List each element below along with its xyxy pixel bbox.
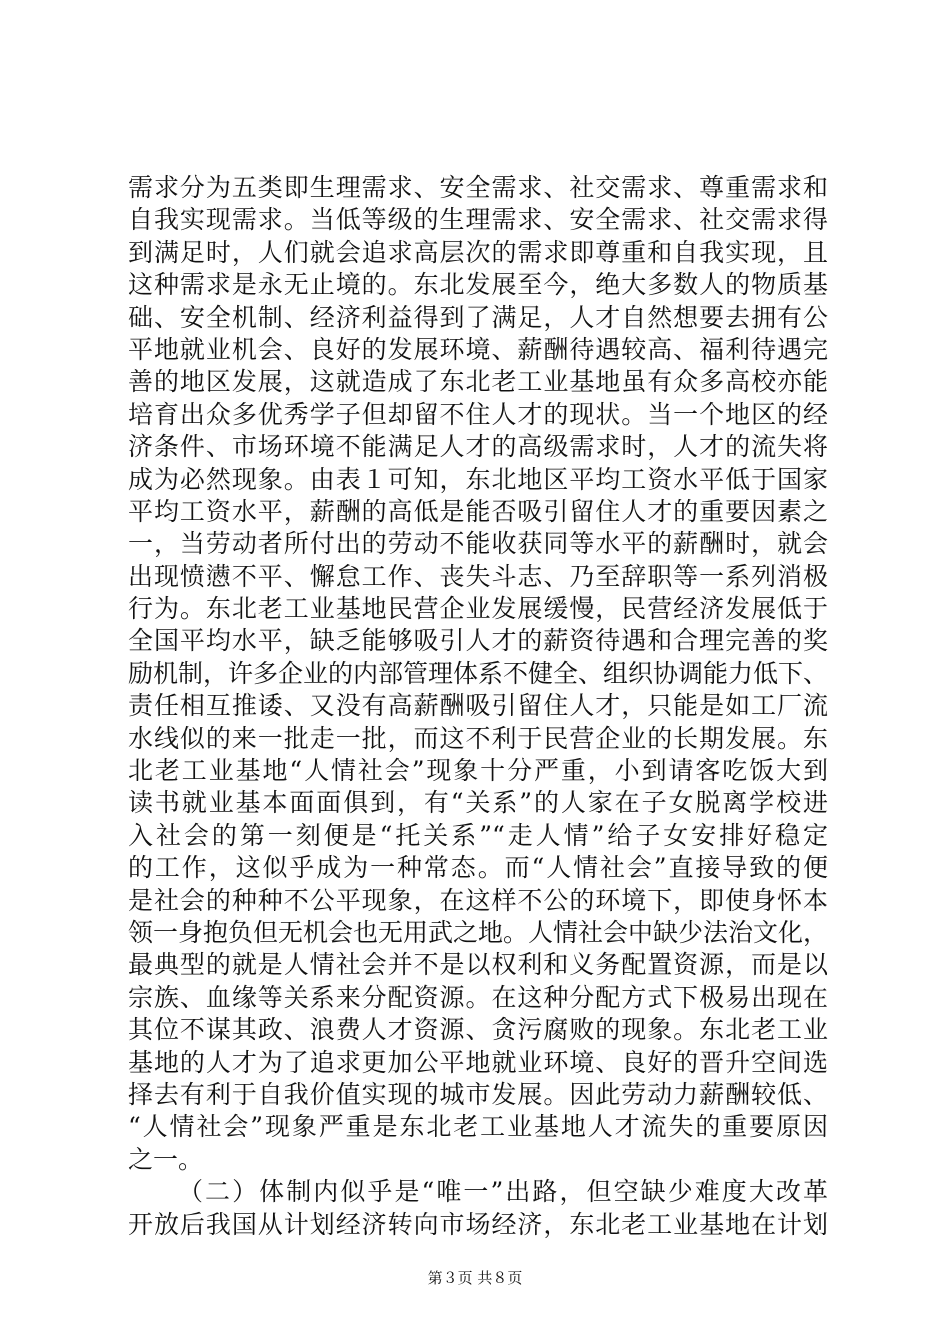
text-line: 宗族、血缘等关系来分配资源。在这种分配方式下极易出现在 bbox=[128, 982, 828, 1012]
text-line: 平均工资水平，薪酬的高低是能否吸引留住人才的重要因素之 bbox=[128, 496, 828, 526]
text-line: “人情社会”现象严重是东北老工业基地人才流失的重要原因 bbox=[128, 1112, 828, 1142]
text-line: 础、安全机制、经济利益得到了满足，人才自然想要去拥有公 bbox=[128, 302, 828, 332]
page-footer: 第３页 共８页 bbox=[427, 1269, 523, 1287]
text-line: 这种需求是永无止境的。东北发展至今，绝大多数人的物质基 bbox=[128, 270, 828, 300]
text-line: 济条件、市场环境不能满足人才的高级需求时，人才的流失将 bbox=[128, 432, 828, 462]
text-line: 励机制，许多企业的内部管理体系不健全、组织协调能力低下、 bbox=[128, 658, 829, 688]
text-line: 读书就业基本面面俱到，有“关系”的人家在子女脱离学校进 bbox=[128, 788, 828, 818]
paragraph-1 bbox=[128, 172, 828, 1176]
text-line: 培育出众多优秀学子但却留不住人才的现状。当一个地区的经 bbox=[128, 399, 828, 429]
text-line: 领一身抱负但无机会也无用武之地。人情社会中缺少法治文化， bbox=[128, 917, 829, 947]
text-line: 水线似的来一批走一批，而这不利于民营企业的长期发展。东 bbox=[128, 723, 828, 753]
text-line: 一，当劳动者所付出的劳动不能收获同等水平的薪酬时，就会 bbox=[128, 529, 828, 559]
text-line: 最典型的就是人情社会并不是以权利和义务配置资源，而是以 bbox=[128, 950, 828, 980]
text-line: 成为必然现象。由表１可知，东北地区平均工资水平低于国家 bbox=[128, 464, 828, 494]
text-line: 全国平均水平，缺乏能够吸引人才的薪资待遇和合理完善的奖 bbox=[128, 626, 828, 656]
text-line: 自我实现需求。当低等级的生理需求、安全需求、社交需求得 bbox=[128, 205, 828, 235]
text-line: 责任相互推诿、又没有高薪酬吸引留住人才，只能是如工厂流 bbox=[128, 691, 828, 721]
paragraph-2 bbox=[128, 1176, 828, 1241]
text-line: 善的地区发展，这就造成了东北老工业基地虽有众多高校亦能 bbox=[128, 367, 828, 397]
text-line: 之一。 bbox=[128, 1144, 204, 1174]
body-text bbox=[128, 172, 828, 1241]
text-line: 择去有利于自我价值实现的城市发展。因此劳动力薪酬较低、 bbox=[128, 1079, 828, 1109]
text-line: 基地的人才为了追求更加公平地就业环境、良好的晋升空间选 bbox=[128, 1047, 828, 1077]
text-line: 是社会的种种不公平现象，在这样不公的环境下，即使身怀本 bbox=[128, 885, 828, 915]
text-line: 平地就业机会、良好的发展环境、薪酬待遇较高、福利待遇完 bbox=[128, 334, 828, 364]
text-line: 行为。东北老工业基地民营企业发展缓慢，民营经济发展低于 bbox=[128, 594, 828, 624]
text-line: 其位不谋其政、浪费人才资源、贪污腐败的现象。东北老工业 bbox=[128, 1015, 828, 1045]
text-line: 北老工业基地“人情社会”现象十分严重，小到请客吃饭大到 bbox=[128, 756, 828, 786]
text-line: 出现愤懑不平、懈怠工作、丧失斗志、乃至辞职等一系列消极 bbox=[128, 561, 828, 591]
text-line: 入社会的第一刻便是“托关系”“走人情”给子女安排好稳定 bbox=[128, 820, 828, 850]
text-line: 需求分为五类即生理需求、安全需求、社交需求、尊重需求和 bbox=[128, 173, 828, 202]
text-line: （二）体制内似乎是“唯一”出路，但空缺少难度大改革 bbox=[178, 1177, 828, 1207]
text-line: 到满足时，人们就会追求高层次的需求即尊重和自我实现，且 bbox=[128, 237, 828, 267]
text-line: 的工作，这似乎成为一种常态。而“人情社会”直接导致的便 bbox=[128, 853, 828, 883]
text-line: 开放后我国从计划经济转向市场经济，东北老工业基地在计划 bbox=[128, 1209, 828, 1239]
